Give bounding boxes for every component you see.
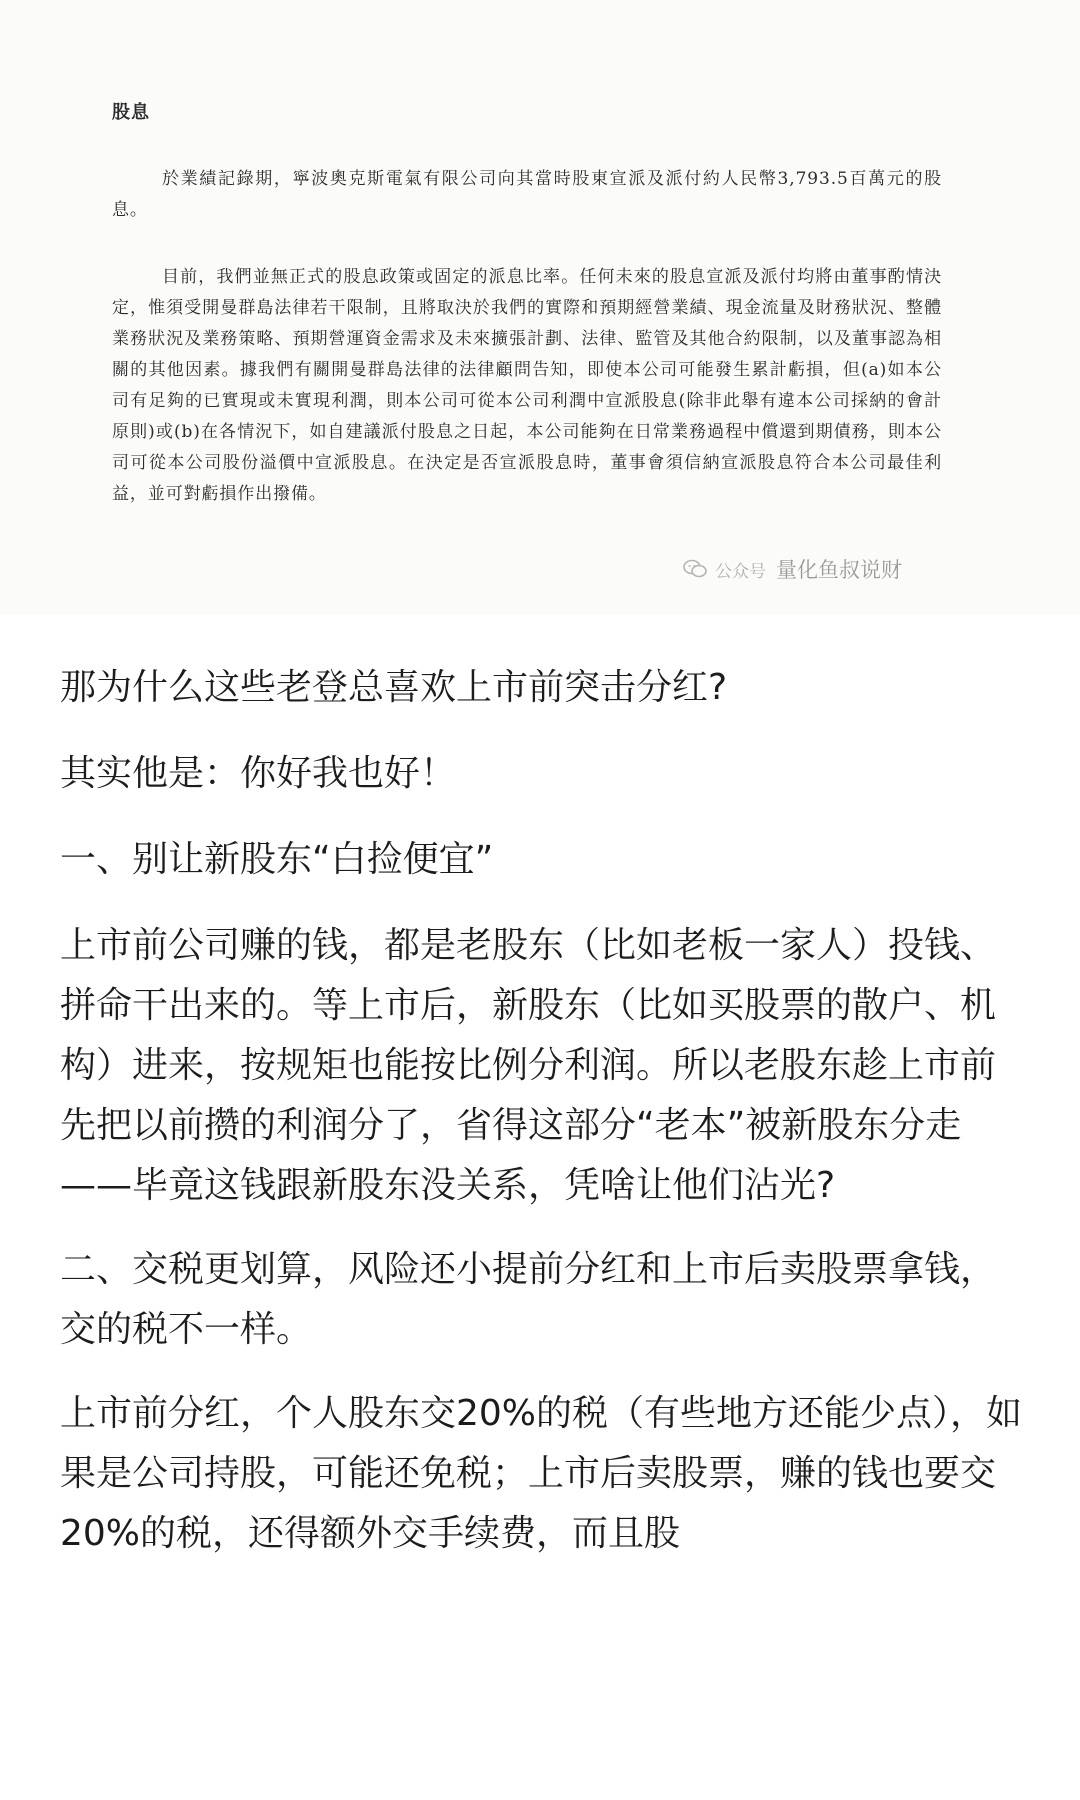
- watermark: [683, 553, 902, 585]
- wechat-icon: [683, 559, 707, 579]
- article-body: [60, 658, 1030, 1588]
- watermark-prefix: 公众号: [715, 561, 766, 582]
- article-paragraph-1: 那为什么这些老登总喜欢上市前突击分红?: [60, 667, 728, 708]
- article-heading-2: 二、交税更划算，风险还小提前分红和上市后卖股票拿钱，交的税不一样。: [60, 1249, 997, 1350]
- scan-paragraph-1: 於業績記錄期，寧波奧克斯電氣有限公司向其當時股東宣派及派付約人民幣3,793.5百萬元的股息。: [112, 169, 942, 220]
- article-paragraph-2: 其实他是：你好我也好！: [60, 753, 457, 794]
- article-paragraph-4: 上市前分红，个人股东交20%的税（有些地方还能少点），如果是公司持股，可能还免税；上市后卖股票，赚的钱也要交20%的税，还得额外交手续费，而且股: [60, 1393, 1023, 1554]
- watermark-account-name: 量化鱼叔说财: [776, 558, 902, 582]
- scanned-document-image: [0, 0, 1080, 615]
- article-heading-1: 一、别让新股东“白捡便宜”: [60, 839, 494, 880]
- article-paragraph-3: 上市前公司赚的钱，都是老股东（比如老板一家人）投钱、拼命干出来的。等上市后，新股东（比如买股票的散户、机构）进来，按规矩也能按比例分利润。所以老股东趁上市前先把以前攒的利润分了，省得这部分“老本”被新股东分走——毕竟这钱跟新股东没关系，凭啥让他们沾光?: [60, 925, 997, 1206]
- scanned-document-text: [112, 98, 942, 540]
- scan-paragraph-2: 目前，我們並無正式的股息政策或固定的派息比率。任何未來的股息宣派及派付均將由董事酌情決定，惟須受開曼群島法律若干限制，且將取決於我們的實際和預期經營業績、現金流量及財務狀況、整體業務狀況及業務策略、預期營運資金需求及未來擴張計劃、法律、監管及其他合約限制，以及董事認為相關的其他因素。據我們有關開曼群島法律的法律顧問告知，即使本公司可能發生累計虧損，但(a)如本公司有足夠的已實現或未實現利潤，則本公司可從本公司利潤中宣派股息(除非此舉有違本公司採納的會計原則)或(b)在各情況下，如自建議派付股息之日起，本公司能夠在日常業務過程中償還到期債務，則本公司可從本公司股份溢價中宣派股息。在決定是否宣派股息時，董事會須信納宣派股息符合本公司最佳利益，並可對虧損作出撥備。: [112, 267, 942, 504]
- scan-section-title: 股息: [112, 102, 150, 123]
